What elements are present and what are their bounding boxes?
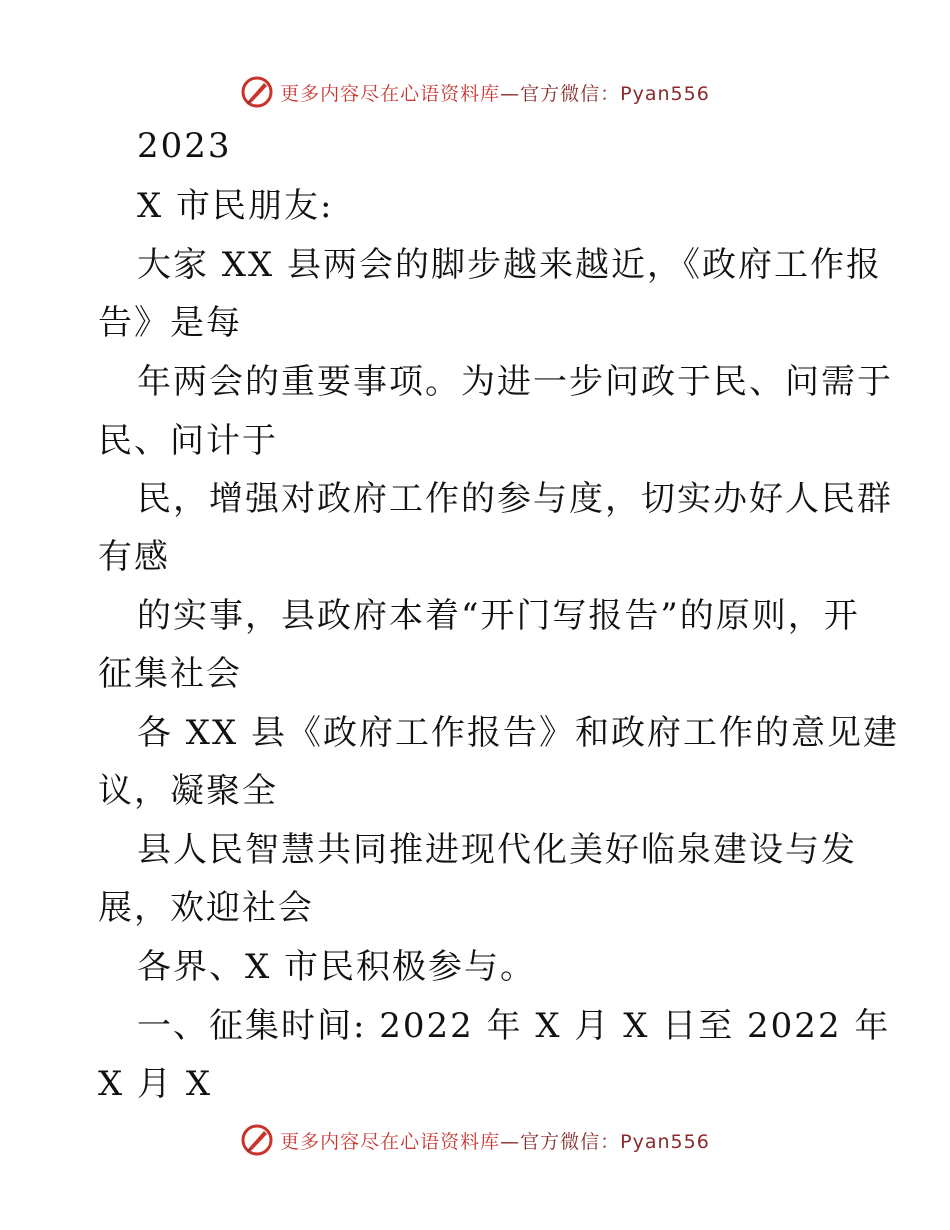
- document-line: 一、征集时间: 2022 年 X 月 X 日至 2022 年: [137, 1006, 891, 1046]
- document-line: X 月 X: [98, 1064, 213, 1104]
- watermark-main-text: 更多内容尽在心语资料库: [280, 82, 501, 105]
- document-line: 告》是每: [98, 303, 242, 343]
- document-line: 的实事，县政府本着“开门写报告”的原则，开: [137, 596, 860, 636]
- document-line: 2023: [137, 126, 232, 166]
- document-line: 大家 XX 县两会的脚步越来越近，《政府工作报: [137, 245, 883, 285]
- watermark-main-text: 更多内容尽在心语资料库: [280, 1130, 501, 1153]
- watermark-text: [280, 79, 710, 106]
- quill-pen-logo-icon: [240, 75, 274, 109]
- document-line: 有感: [98, 537, 170, 577]
- document-line: 年两会的重要事项。为进一步问政于民、问需于: [137, 362, 893, 402]
- document-line: 议，凝聚全: [98, 771, 278, 811]
- document-line: 民、问计于: [98, 421, 278, 461]
- watermark-sub-text: —官方微信：Pyan556: [500, 1130, 710, 1153]
- watermark-text: [280, 1127, 710, 1154]
- document-line: 展，欢迎社会: [98, 888, 314, 928]
- document-line: 县人民智慧共同推进现代化美好临泉建设与发: [137, 830, 857, 870]
- document-line: X 市民朋友:: [137, 186, 334, 226]
- watermark-sub-text: —官方微信：Pyan556: [500, 82, 710, 105]
- document-line: 民，增强对政府工作的参与度，切实办好人民群: [137, 479, 893, 519]
- watermark-footer: [0, 1120, 950, 1160]
- document-line: 各界、X 市民积极参与。: [137, 947, 537, 987]
- quill-pen-logo-icon: [240, 1123, 274, 1157]
- document-line: 各 XX 县《政府工作报告》和政府工作的意见建: [137, 713, 900, 753]
- document-line: 征集社会: [98, 654, 242, 694]
- watermark-header: [0, 72, 950, 112]
